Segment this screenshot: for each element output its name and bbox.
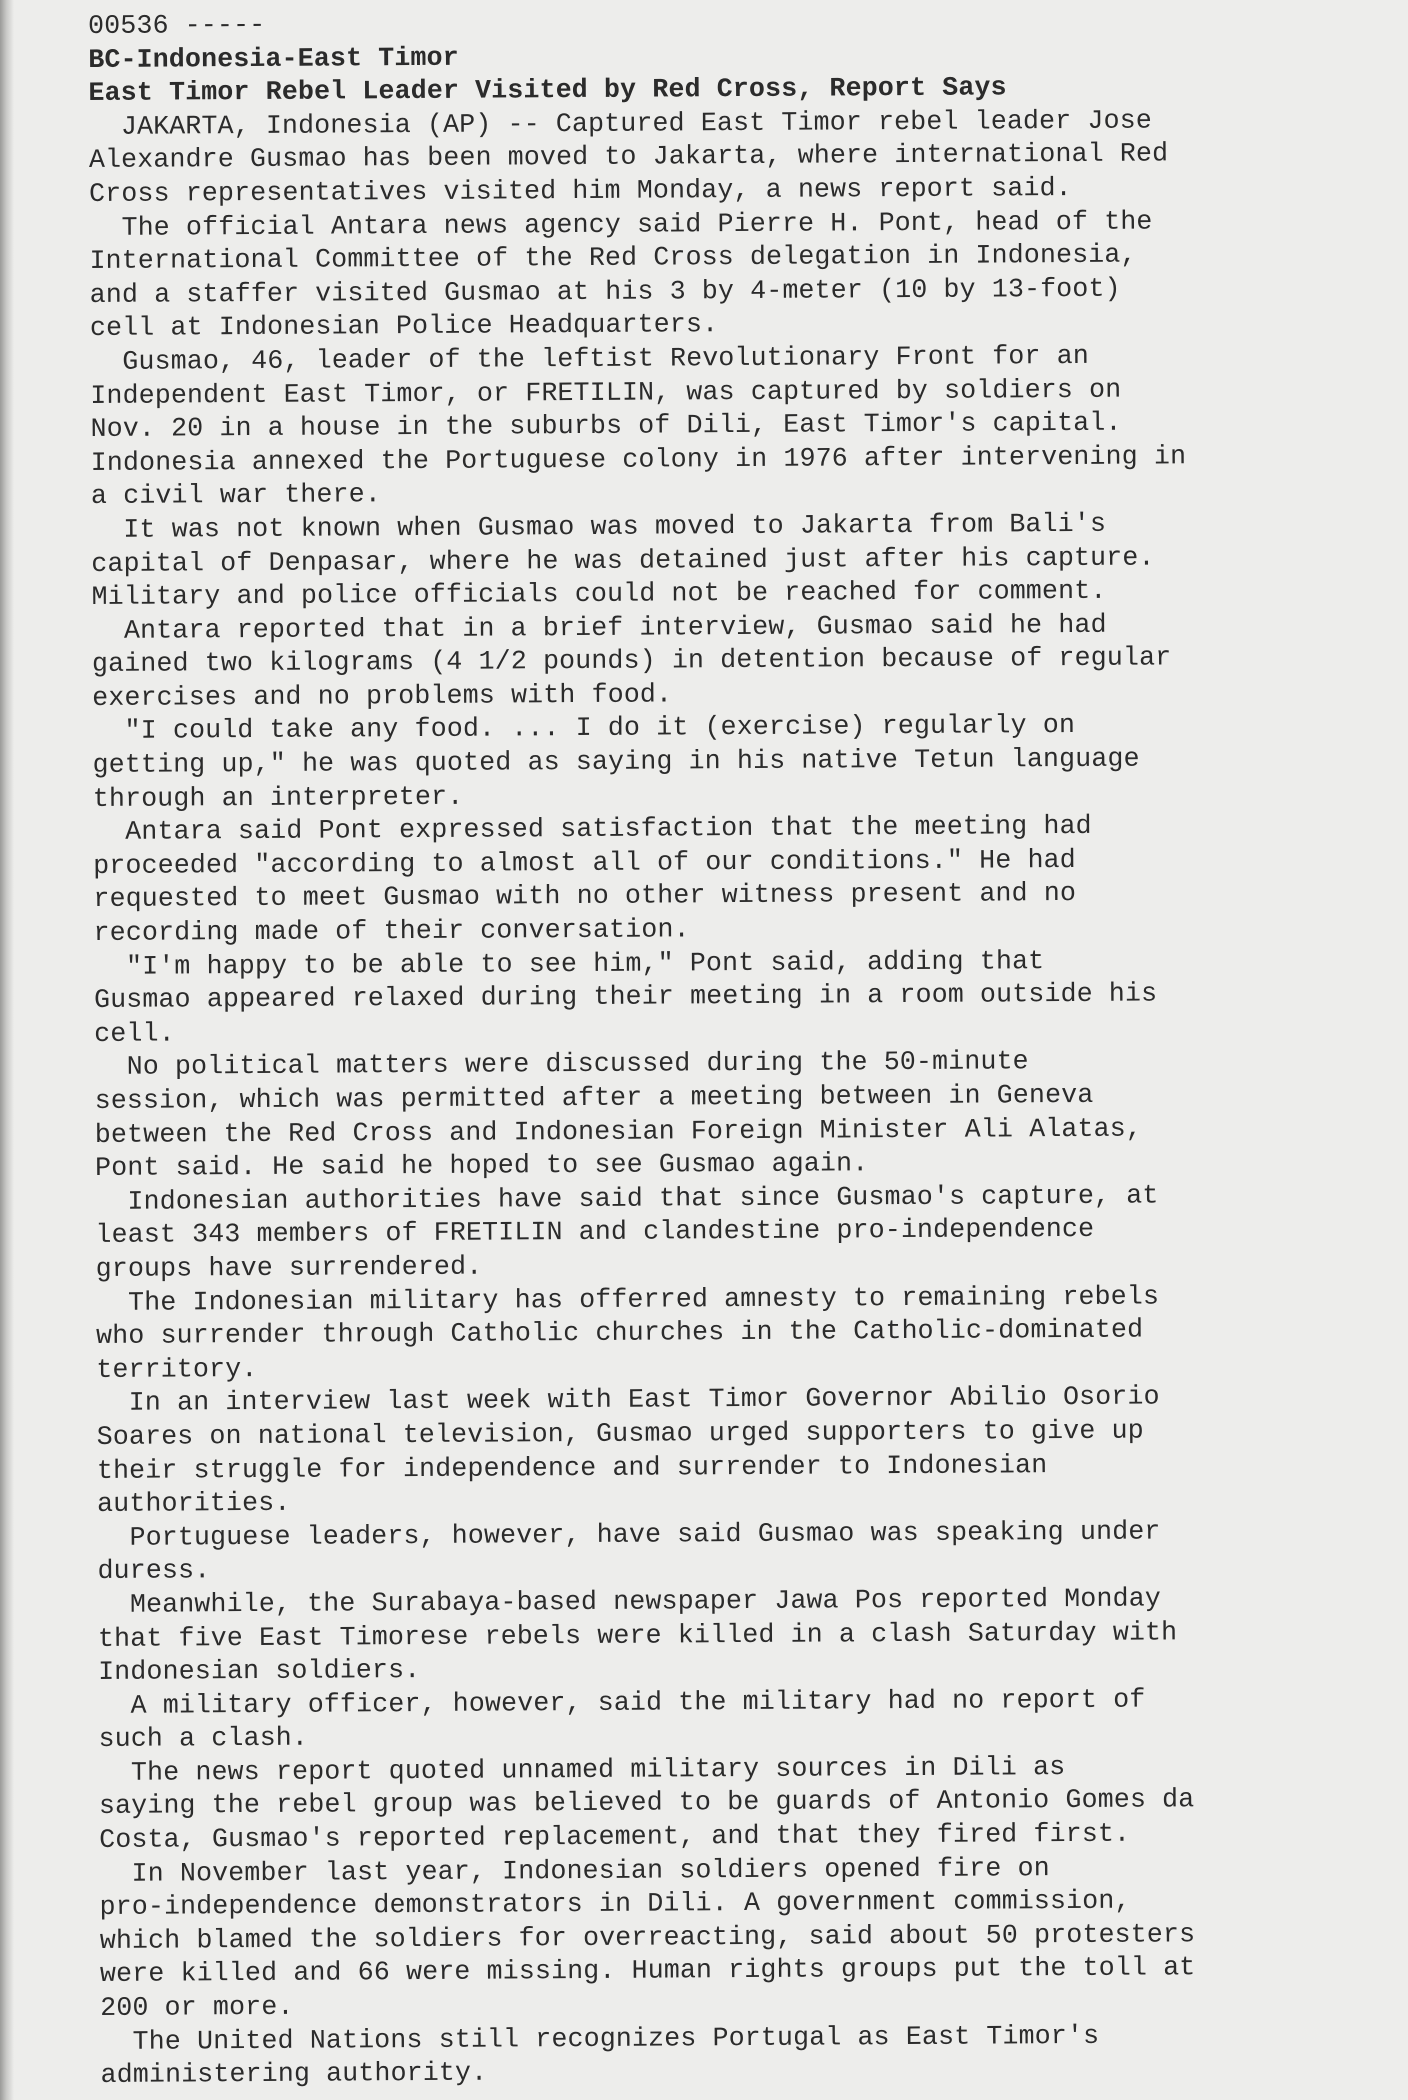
paragraph-line: capital of Denpasar, where he was detained just after his capture.: [91, 541, 1155, 579]
story-paragraph: [99, 1850, 1390, 2026]
paragraph-line: administering authority.: [100, 2057, 488, 2091]
paragraph-line: authorities.: [97, 1487, 291, 1520]
paragraph-line: between the Red Cross and Indonesian Foreign Minister Ali Alatas,: [94, 1113, 1143, 1150]
paragraph-line: Antara said Pont expressed satisfaction that the meeting had: [92, 811, 1092, 848]
paragraph-line: were killed and 66 were missing. Human rights groups put the toll at: [99, 1952, 1196, 1990]
paragraph-line: Cross representatives visited him Monday, a news report said.: [89, 172, 1072, 209]
paragraph-line: "I could take any food. ... I do it (exercise) regularly on: [92, 710, 1076, 747]
paragraph-line: exercises and no problems with food.: [92, 679, 673, 713]
paragraph-line: Gusmao appeared relaxed during their meeting in a room outside his: [93, 978, 1158, 1016]
paragraph-line: Independent East Timor, or FRETILIN, was captured by soldiers on: [90, 374, 1122, 411]
paragraph-line: Soares on national television, Gusmao urged supporters to give up: [96, 1415, 1144, 1452]
story-paragraph: [96, 1279, 1387, 1388]
paragraph-line: International Committee of the Red Cross delegation in Indonesia,: [89, 239, 1137, 277]
paragraph-line: No political matters were discussed during the 50-minute: [94, 1046, 1029, 1083]
paragraph-line: A military officer, however, said the military had no report of: [98, 1684, 1146, 1721]
paragraph-line: Antara reported that in a brief interview, Gusmao said he had: [91, 609, 1107, 646]
paragraph-line: gained two kilograms (4 1/2 pounds) in detention because of regular: [91, 642, 1172, 680]
story-paragraph: [89, 204, 1380, 346]
paragraph-line: Nov. 20 in a house in the suburbs of Dili, East Timor's capital.: [90, 407, 1122, 445]
paragraph-line: Military and police officials could not be reached for comment.: [91, 575, 1107, 613]
paragraph-line: The Indonesian military has offerred amnesty to remaining rebels: [95, 1281, 1160, 1318]
paragraph-line: duress.: [97, 1555, 211, 1587]
story-body: [89, 103, 1391, 2093]
paragraph-line: session, which was permitted after a meeting between in Geneva: [94, 1079, 1094, 1116]
paragraph-line: Gusmao, 46, leader of the leftist Revolutionary Front for an: [90, 340, 1089, 377]
story-paragraph: [92, 607, 1383, 716]
paragraph-line: and a staffer visited Gusmao at his 3 by 4-meter (10 by 13-foot): [89, 273, 1121, 310]
paragraph-line: The United Nations still recognizes Portugal as East Timor's: [100, 2020, 1100, 2057]
paragraph-line: In November last year, Indonesian soldiers opened fire on: [99, 1852, 1050, 1889]
story-paragraph: [97, 1514, 1387, 1589]
story-paragraph: [93, 808, 1384, 950]
paragraph-line: territory.: [96, 1353, 258, 1385]
paragraph-line: who surrender through Catholic churches in the Catholic-dominated: [96, 1314, 1144, 1352]
page-edge-shadow: [0, 0, 14, 2100]
paragraph-line: Costa, Gusmao's reported replacement, and that they fired first.: [99, 1818, 1131, 1856]
paragraph-line: proceeded "according to almost all of our conditions." He had: [93, 844, 1076, 881]
paragraph-line: getting up," he was quoted as saying in his native Tetun language: [92, 743, 1140, 781]
story-paragraph: [95, 1178, 1386, 1287]
paragraph-line: recording made of their conversation.: [93, 914, 690, 949]
paragraph-line: through an interpreter.: [92, 781, 464, 814]
paragraph-line: "I'm happy to be able to see him," Pont said, adding that: [93, 945, 1045, 982]
story-paragraph: [90, 338, 1381, 514]
paragraph-line: 200 or more.: [100, 1991, 294, 2023]
story-paragraph: [100, 2018, 1390, 2093]
story-paragraph: [98, 1682, 1388, 1757]
story-paragraph: [91, 506, 1382, 615]
paragraph-line: It was not known when Gusmao was moved to Jakarta from Bali's: [91, 508, 1107, 545]
wire-story: [88, 2, 1391, 2093]
paragraph-line: that five East Timorese rebels were killed in a clash Saturday with: [97, 1616, 1178, 1654]
story-paragraph: [92, 708, 1383, 817]
paragraph-line: In an interview last week with East Timor Governor Abilio Osorio: [96, 1381, 1160, 1419]
paragraph-line: cell.: [94, 1018, 175, 1049]
story-paragraph: [98, 1581, 1389, 1690]
paragraph-line: such a clash.: [98, 1722, 309, 1755]
paragraph-line: least 343 members of FRETILIN and clandestine pro-independence: [95, 1214, 1095, 1251]
story-paragraph: [99, 1749, 1390, 1858]
story-headline: East Timor Rebel Leader Visited by Red Cross, Report Says: [88, 72, 1007, 109]
paragraph-line: saying the rebel group was believed to be guards of Antonio Gomes da: [98, 1784, 1195, 1822]
paragraph-line: their struggle for independence and surrender to Indonesian: [96, 1449, 1048, 1486]
story-category: BC-Indonesia-East Timor: [88, 42, 459, 75]
paragraph-line: Indonesia annexed the Portuguese colony in 1976 after intervening in: [90, 441, 1187, 478]
paragraph-line: groups have surrendered.: [95, 1251, 483, 1284]
paragraph-line: requested to meet Gusmao with no other witness present and no: [93, 878, 1077, 915]
story-slug: 00536 -----: [88, 9, 266, 41]
paragraph-line: The official Antara news agency said Pierre H. Pont, head of the: [89, 206, 1153, 243]
paragraph-line: JAKARTA, Indonesia (AP) -- Captured East Timor rebel leader Jose: [88, 105, 1152, 142]
story-paragraph: [96, 1379, 1387, 1521]
story-paragraph: [89, 103, 1380, 212]
paragraph-line: pro-independence demonstrators in Dili. A government commission,: [99, 1885, 1131, 1923]
paragraph-line: which blamed the soldiers for overreacting, said about 50 protesters: [99, 1919, 1196, 1956]
story-paragraph: [94, 943, 1385, 1052]
paragraph-line: a civil war there.: [90, 479, 382, 512]
paragraph-line: Portuguese leaders, however, have said Gusmao was speaking under: [97, 1516, 1161, 1553]
story-paragraph: [94, 1044, 1385, 1186]
paragraph-line: Alexandre Gusmao has been moved to Jakarta, where international Red: [88, 138, 1169, 176]
paragraph-line: The news report quoted unnamed military sources in Dili as: [98, 1751, 1066, 1788]
paragraph-line: cell at Indonesian Police Headquarters.: [89, 309, 719, 344]
paragraph-line: Indonesian authorities have said that since Gusmao's capture, at: [95, 1180, 1159, 1217]
paragraph-line: Indonesian soldiers.: [98, 1655, 421, 1688]
paragraph-line: Meanwhile, the Surabaya-based newspaper Jawa Pos reported Monday: [97, 1583, 1162, 1620]
paragraph-line: Pont said. He said he hoped to see Gusmao again.: [94, 1148, 869, 1184]
